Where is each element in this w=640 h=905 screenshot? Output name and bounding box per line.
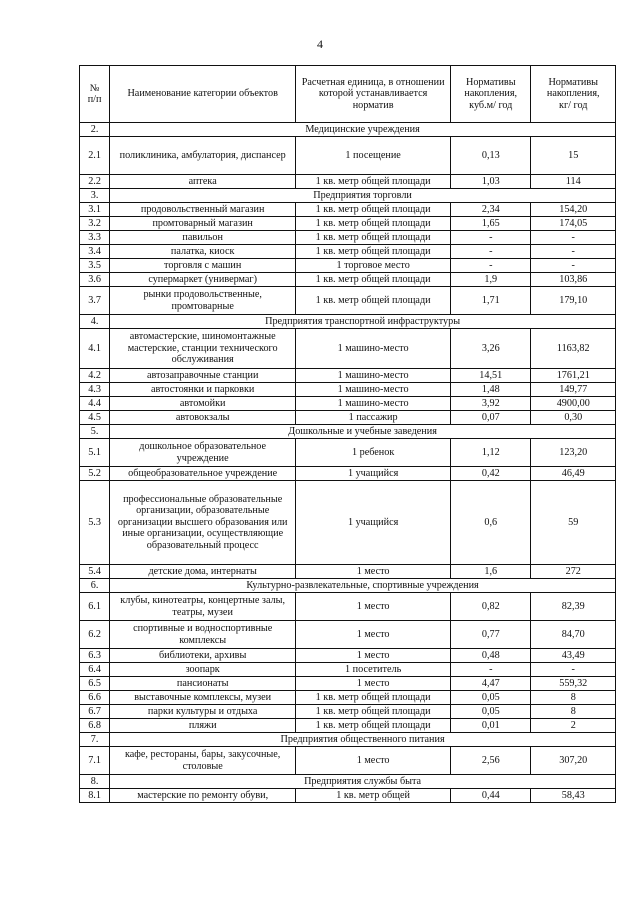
row-unit: 1 кв. метр общей площади (296, 245, 451, 259)
row-mass-norm: 82,39 (531, 593, 616, 621)
row-volume-norm: 14,51 (451, 369, 531, 383)
table-row (80, 203, 616, 217)
table-row (80, 593, 616, 621)
row-volume-norm: 0,48 (451, 649, 531, 663)
table-row (80, 621, 616, 649)
row-category: зоопарк (110, 663, 296, 677)
row-unit: 1 место (296, 747, 451, 775)
table-row (80, 137, 616, 175)
row-num: 6.1 (80, 593, 110, 621)
row-unit: 1 машино-место (296, 397, 451, 411)
table-row (80, 273, 616, 287)
row-unit: 1 место (296, 649, 451, 663)
row-num: 4.3 (80, 383, 110, 397)
row-unit: 1 место (296, 621, 451, 649)
row-mass-norm: - (531, 259, 616, 273)
section-row (80, 315, 616, 329)
row-num: 6.5 (80, 677, 110, 691)
section-title: Предприятия торговли (110, 189, 616, 203)
row-unit: 1 кв. метр общей площади (296, 203, 451, 217)
row-category: автозаправочные станции (110, 369, 296, 383)
section-num: 3. (80, 189, 110, 203)
row-unit: 1 место (296, 565, 451, 579)
table-header-row (80, 66, 616, 123)
section-num: 7. (80, 733, 110, 747)
row-mass-norm: 174,05 (531, 217, 616, 231)
row-mass-norm: 0,30 (531, 411, 616, 425)
section-num: 6. (80, 579, 110, 593)
row-mass-norm: 149,77 (531, 383, 616, 397)
row-volume-norm: 1,48 (451, 383, 531, 397)
row-mass-norm: 8 (531, 691, 616, 705)
table-body (80, 123, 616, 803)
row-category: продовольственный магазин (110, 203, 296, 217)
row-volume-norm: 1,6 (451, 565, 531, 579)
row-category: кафе, рестораны, бары, закусочные, столовые (110, 747, 296, 775)
row-category: пансионаты (110, 677, 296, 691)
row-category: детские дома, интернаты (110, 565, 296, 579)
row-mass-norm: 43,49 (531, 649, 616, 663)
section-num: 4. (80, 315, 110, 329)
row-volume-norm: 4,47 (451, 677, 531, 691)
table-row (80, 397, 616, 411)
row-category: торговля с машин (110, 259, 296, 273)
row-num: 6.2 (80, 621, 110, 649)
table-row (80, 649, 616, 663)
row-num: 5.1 (80, 439, 110, 467)
row-num: 4.5 (80, 411, 110, 425)
row-mass-norm: 84,70 (531, 621, 616, 649)
row-volume-norm: 0,01 (451, 719, 531, 733)
row-volume-norm: 0,44 (451, 789, 531, 803)
section-title: Предприятия транспортной инфраструктуры (110, 315, 616, 329)
table-row (80, 329, 616, 369)
row-unit: 1 машино-место (296, 329, 451, 369)
row-num: 6.7 (80, 705, 110, 719)
row-num: 4.4 (80, 397, 110, 411)
row-num: 8.1 (80, 789, 110, 803)
section-num: 5. (80, 425, 110, 439)
row-volume-norm: - (451, 231, 531, 245)
row-volume-norm: 1,9 (451, 273, 531, 287)
row-num: 4.2 (80, 369, 110, 383)
row-category: павильон (110, 231, 296, 245)
row-category: пляжи (110, 719, 296, 733)
row-unit: 1 торговое место (296, 259, 451, 273)
row-num: 4.1 (80, 329, 110, 369)
section-row (80, 775, 616, 789)
row-category: дошкольное образовательное учреждение (110, 439, 296, 467)
row-category: библиотеки, архивы (110, 649, 296, 663)
row-mass-norm: 272 (531, 565, 616, 579)
row-volume-norm: 2,56 (451, 747, 531, 775)
table-row (80, 747, 616, 775)
row-category: клубы, кинотеатры, концертные залы, театры, музеи (110, 593, 296, 621)
header-unit: Расчетная единица, в отношении которой устанавливается норматив (296, 66, 451, 123)
row-unit: 1 кв. метр общей (296, 789, 451, 803)
table-row (80, 411, 616, 425)
row-volume-norm: 0,82 (451, 593, 531, 621)
row-num: 6.8 (80, 719, 110, 733)
row-volume-norm: 1,03 (451, 175, 531, 189)
section-row (80, 733, 616, 747)
section-row (80, 425, 616, 439)
row-unit: 1 учащийся (296, 481, 451, 565)
table-row (80, 287, 616, 315)
row-num: 3.3 (80, 231, 110, 245)
section-title: Дошкольные и учебные заведения (110, 425, 616, 439)
row-mass-norm: - (531, 231, 616, 245)
table-row (80, 663, 616, 677)
page-number: 4 (317, 37, 323, 51)
table-row (80, 245, 616, 259)
row-mass-norm: 8 (531, 705, 616, 719)
row-category: автовокзалы (110, 411, 296, 425)
row-category: автостоянки и парковки (110, 383, 296, 397)
row-unit: 1 кв. метр общей площади (296, 691, 451, 705)
row-category: рынки продовольственные, промтоварные (110, 287, 296, 315)
row-volume-norm: 1,71 (451, 287, 531, 315)
row-category: профессиональные образовательные организации, образовательные организации высшего образования или иные организации, осуществляющие образовательный процесс (110, 481, 296, 565)
row-volume-norm: 3,26 (451, 329, 531, 369)
row-unit: 1 кв. метр общей площади (296, 719, 451, 733)
row-category: автомойки (110, 397, 296, 411)
row-num: 3.1 (80, 203, 110, 217)
row-num: 2.1 (80, 137, 110, 175)
table-row (80, 677, 616, 691)
header-volume-norm: Нормативы накопления, куб.м/ год (451, 66, 531, 123)
row-unit: 1 кв. метр общей площади (296, 273, 451, 287)
section-title: Предприятия общественного питания (110, 733, 616, 747)
row-num: 3.2 (80, 217, 110, 231)
row-unit: 1 машино-место (296, 369, 451, 383)
row-mass-norm: 307,20 (531, 747, 616, 775)
row-volume-norm: - (451, 259, 531, 273)
header-num: № п/п (80, 66, 110, 123)
section-title: Медицинские учреждения (110, 123, 616, 137)
row-mass-norm: 1761,21 (531, 369, 616, 383)
row-unit: 1 кв. метр общей площади (296, 231, 451, 245)
row-unit: 1 кв. метр общей площади (296, 287, 451, 315)
row-unit: 1 место (296, 677, 451, 691)
row-category: аптека (110, 175, 296, 189)
row-num: 3.5 (80, 259, 110, 273)
row-volume-norm: 0,05 (451, 691, 531, 705)
row-volume-norm: 0,6 (451, 481, 531, 565)
row-volume-norm: 1,12 (451, 439, 531, 467)
table-row (80, 789, 616, 803)
row-num: 2.2 (80, 175, 110, 189)
row-mass-norm: 4900,00 (531, 397, 616, 411)
row-mass-norm: 179,10 (531, 287, 616, 315)
table-row (80, 691, 616, 705)
section-row (80, 123, 616, 137)
row-unit: 1 учащийся (296, 467, 451, 481)
header-category: Наименование категории объектов (110, 66, 296, 123)
section-row (80, 579, 616, 593)
row-mass-norm: 15 (531, 137, 616, 175)
row-num: 3.4 (80, 245, 110, 259)
row-category: промтоварный магазин (110, 217, 296, 231)
section-row (80, 189, 616, 203)
row-mass-norm: - (531, 663, 616, 677)
row-category: поликлиника, амбулатория, диспансер (110, 137, 296, 175)
row-num: 3.6 (80, 273, 110, 287)
row-mass-norm: 114 (531, 175, 616, 189)
norms-table (79, 65, 616, 803)
table-row (80, 705, 616, 719)
table-row (80, 259, 616, 273)
section-num: 2. (80, 123, 110, 137)
row-unit: 1 кв. метр общей площади (296, 217, 451, 231)
table-row (80, 369, 616, 383)
row-unit: 1 машино-место (296, 383, 451, 397)
row-num: 5.4 (80, 565, 110, 579)
header-mass-norm: Нормативы накопления, кг/ год (531, 66, 616, 123)
row-unit: 1 посетитель (296, 663, 451, 677)
table-row (80, 439, 616, 467)
row-num: 7.1 (80, 747, 110, 775)
row-volume-norm: 1,65 (451, 217, 531, 231)
section-num: 8. (80, 775, 110, 789)
row-mass-norm: 2 (531, 719, 616, 733)
row-unit: 1 кв. метр общей площади (296, 705, 451, 719)
row-category: супермаркет (универмаг) (110, 273, 296, 287)
row-unit: 1 кв. метр общей площади (296, 175, 451, 189)
row-num: 5.2 (80, 467, 110, 481)
row-category: общеобразовательное учреждение (110, 467, 296, 481)
row-category: палатка, киоск (110, 245, 296, 259)
row-mass-norm: 154,20 (531, 203, 616, 217)
section-title: Предприятия службы быта (110, 775, 616, 789)
row-category: мастерские по ремонту обуви, (110, 789, 296, 803)
table-row (80, 217, 616, 231)
table-row (80, 719, 616, 733)
row-num: 6.3 (80, 649, 110, 663)
row-mass-norm: 59 (531, 481, 616, 565)
row-category: парки культуры и отдыха (110, 705, 296, 719)
section-title: Культурно-развлекательные, спортивные учреждения (110, 579, 616, 593)
row-unit: 1 пассажир (296, 411, 451, 425)
row-category: спортивные и водноспортивные комплексы (110, 621, 296, 649)
table-row (80, 383, 616, 397)
row-category: выставочные комплексы, музеи (110, 691, 296, 705)
row-volume-norm: 2,34 (451, 203, 531, 217)
row-num: 6.4 (80, 663, 110, 677)
table-row (80, 175, 616, 189)
row-mass-norm: 123,20 (531, 439, 616, 467)
row-num: 3.7 (80, 287, 110, 315)
row-volume-norm: 0,05 (451, 705, 531, 719)
row-mass-norm: 559,32 (531, 677, 616, 691)
row-unit: 1 посещение (296, 137, 451, 175)
table-row (80, 467, 616, 481)
row-unit: 1 место (296, 593, 451, 621)
table-row (80, 481, 616, 565)
row-volume-norm: 3,92 (451, 397, 531, 411)
row-mass-norm: 103,86 (531, 273, 616, 287)
row-num: 5.3 (80, 481, 110, 565)
row-unit: 1 ребенок (296, 439, 451, 467)
row-category: автомастерские, шиномонтажные мастерские, станции технического обслуживания (110, 329, 296, 369)
row-volume-norm: 0,42 (451, 467, 531, 481)
row-mass-norm: - (531, 245, 616, 259)
table-row (80, 565, 616, 579)
table-row (80, 231, 616, 245)
row-volume-norm: 0,13 (451, 137, 531, 175)
row-mass-norm: 46,49 (531, 467, 616, 481)
row-volume-norm: 0,07 (451, 411, 531, 425)
row-volume-norm: - (451, 245, 531, 259)
row-mass-norm: 58,43 (531, 789, 616, 803)
row-num: 6.6 (80, 691, 110, 705)
row-volume-norm: 0,77 (451, 621, 531, 649)
row-mass-norm: 1163,82 (531, 329, 616, 369)
row-volume-norm: - (451, 663, 531, 677)
